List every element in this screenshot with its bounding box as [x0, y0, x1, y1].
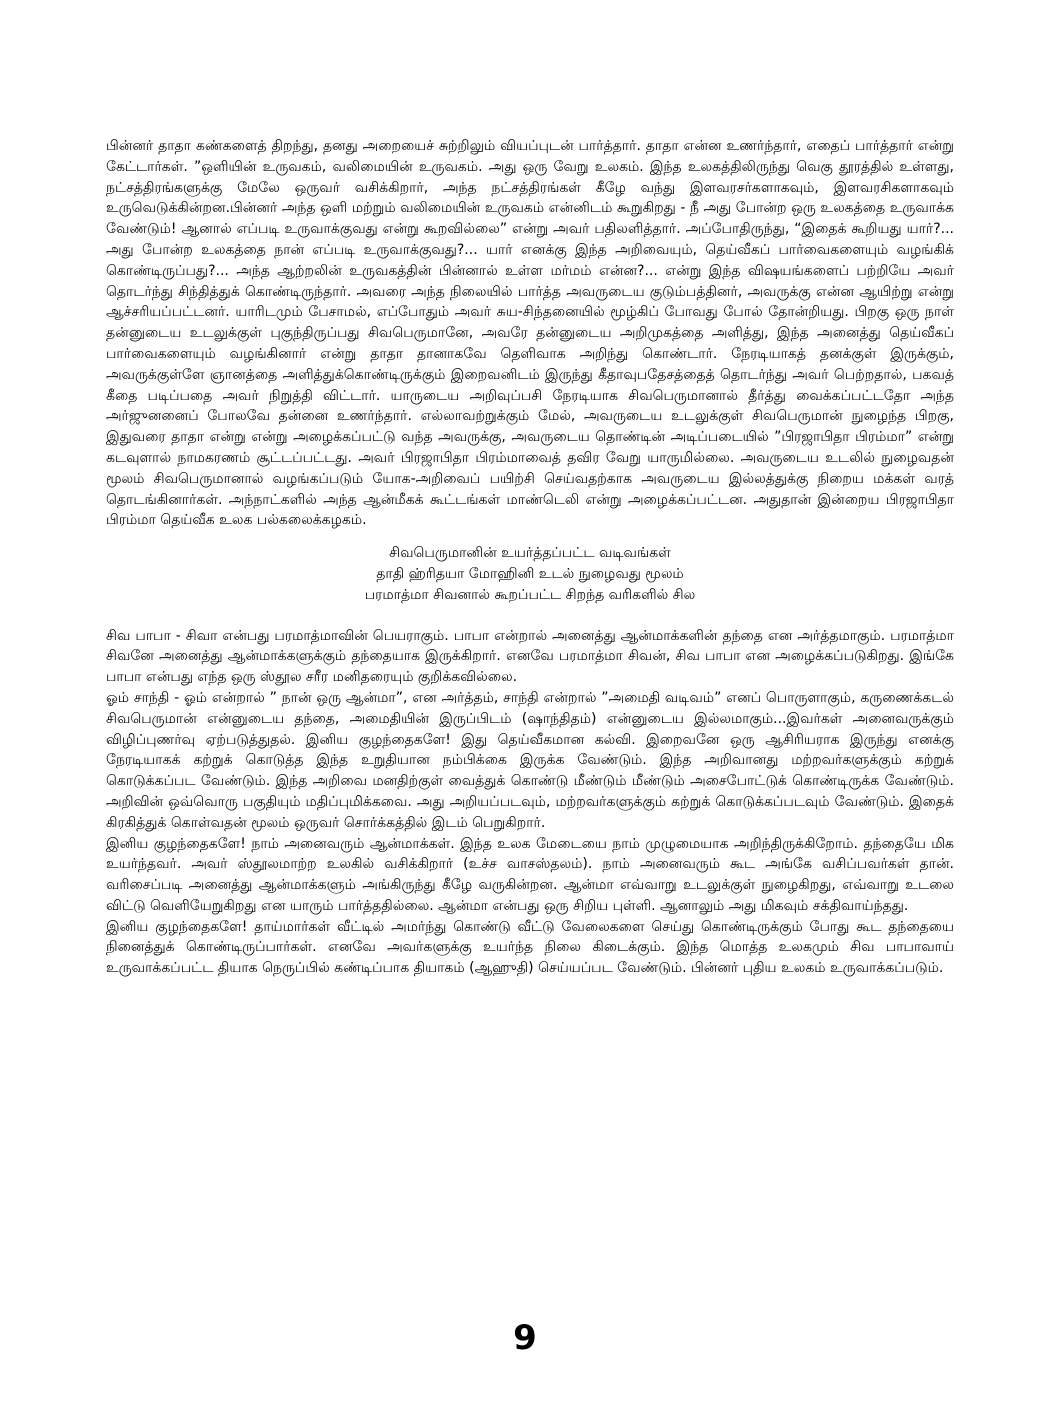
body-paragraph-souls: இனிய குழந்தைகளே! நாம் அனைவரும் ஆன்மாக்கள். இந்த உலக மேடையை நாம் முழுமையாக அறிந்திருக்கிறோம். தந்தையே மிக உயர்ந்தவர். அவர் ஸ்தூலமாற்ற உலகில் வசிக்கிறார் (உச்ச வாசஸ்தலம்). நாம் அனைவரும் கூட அங்கே வசிப்பவர்கள் தான். வரிசைப்படி அனைத்து ஆன்மாக்களும் அங்கிருந்து கீழே வருகின்றன. ஆன்மா எவ்வாறு உடலுக்குள் நுழைகிறது, எவ்வாறு உடலை விட்டு வெளியேறுகிறது என யாரும் பார்த்ததில்லை. ஆன்மா என்பது ஒரு சிறிய புள்ளி. ஆனாலும் அது மிகவும் சக்திவாய்ந்தது. — [106, 835, 954, 914]
section-heading — [106, 543, 954, 605]
page-number: 9 — [513, 1318, 537, 1358]
body-paragraph-mothers: இனிய குழந்தைகளே! தாய்மார்கள் வீட்டில் அமர்ந்து கொண்டு வீட்டு வேலைகளை செய்து கொண்டிருக்கும் போது கூட தந்தையை நினைத்துக் கொண்டிருப்பார்கள். எனவே அவர்களுக்கு உயர்ந்த நிலை கிடைக்கும். இந்த மொத்த உலகமும் சிவ பாபாவாய் உருவாக்கப்பட்ட தியாக நெருப்பில் கண்டிப்பாக தியாகம் (ஆஹுதி) செய்யப்பட வேண்டும். பின்னர் புதிய உலகம் உருவாக்கப்படும். — [106, 918, 954, 977]
body-paragraph-om-shanti: ஓம் சாந்தி - ஓம் என்றால் ” நான் ஒரு ஆன்மா”, என அர்த்தம், சாந்தி என்றால் ”அமைதி வடிவம்” எனப் பொருளாகும், கருணைக்கடல் சிவபெருமான் என்னுடைய தந்தை, அமைதியின் இருப்பிடம் (ஷாந்திதம்) என்னுடைய இல்லமாகும்...இவர்கள் அனைவருக்கும் விழிப்புணர்வு ஏற்படுத்துதல். இனிய குழந்தைகளே! இது தெய்வீகமான கல்வி. இறைவனே ஒரு ஆசிரியராக இருந்து எனக்கு நேரடியாகக் கற்றுக் கொடுத்த இந்த உறுதியான நம்பிக்கை இருக்க வேண்டும். இந்த அறிவானது மற்றவர்களுக்கும் கற்றுக் கொடுக்கப்பட வேண்டும். இந்த அறிவை மனதிற்குள் வைத்துக் கொண்டு மீண்டும் மீண்டும் அசைபோட்டுக் கொண்டிருக்க வேண்டும். அறிவின் ஒவ்வொரு பகுதியும் மதிப்புமிக்கவை. அது அறியப்படவும், மற்றவர்களுக்கும் கற்றுக் கொடுக்கப்படவும் வேண்டும். இதைக் கிரகித்துக் கொள்வதன் மூலம் ஒருவர் சொர்க்கத்தில் இடம் பெறுகிறார். — [106, 689, 955, 831]
section-heading-line-2: தாதி ஹ்ரிதயா மோஹினி உடல் நுழைவது மூலம் — [376, 565, 684, 582]
section-heading-line-3: பரமாத்மா சிவனால் கூறப்பட்ட சிறந்த வரிகளில் சில — [364, 586, 696, 603]
body-paragraph-origin-story: பின்னர் தாதா கண்களைத் திறந்து, தனது அறையைச் சுற்றிலும் வியப்புடன் பார்த்தார். தாதா என்ன உணர்ந்தார், எதைப் பார்த்தார் என்று கேட்டார்கள். ”ஒளியின் உருவகம், வலிமையின் உருவகம். அது ஒரு வேறு உலகம். இந்த உலகத்திலிருந்து வெகு தூரத்தில் உள்ளது, நட்சத்திரங்களுக்கு மேலே ஒருவர் வசிக்கிறார், அந்த நட்சத்திரங்கள் கீழே வந்து இளவரசர்களாகவும், இளவரசிகளாகவும் உருவெடுக்கின்றன.பின்னர் அந்த ஒளி மற்றும் வலிமையின் உருவகம் என்னிடம் கூறுகிறது - நீ அது போன்ற ஒரு உலகத்தை உருவாக்க வேண்டும்! ஆனால் எப்படி உருவாக்குவது என்று கூறவில்லை” என்று அவர் பதிலளித்தார். அப்போதிருந்து, “இதைக் கூறியது யார்?... அது போன்ற உலகத்தை நான் எப்படி உருவாக்குவது?... யார் எனக்கு இந்த அறிவையும், தெய்வீகப் பார்வைகளையும் வழங்கிக் கொண்டிருப்பது?... அந்த ஆற்றலின் உருவகத்தின் பின்னால் உள்ள மர்மம் என்ன?... என்று இந்த விஷயங்களைப் பற்றியே அவர் தொடர்ந்து சிந்தித்துக் கொண்டிருந்தார். அவரை அந்த நிலையில் பார்த்த அவருடைய குடும்பத்தினர், அவருக்கு என்ன ஆயிற்று என்று ஆச்சரியப்பட்டனர். யாரிடமும் பேசாமல், எப்போதும் அவர் சுய-சிந்தனையில் மூழ்கிப் போவது போல் தோன்றியது. பிறகு ஒரு நாள் தன்னுடைய உடலுக்குள் புகுந்திருப்பது சிவபெருமானே, அவரே தன்னுடைய அறிமுகத்தை அளித்து, இந்த அனைத்து தெய்வீகப் பார்வைகளையும் வழங்கினார் என்று தாதா தானாகவே தெளிவாக அறிந்து கொண்டார். நேரடியாகத் தனக்குள் இருக்கும், அவருக்குள்ளே ஞானத்தை அளித்துக்கொண்டிருக்கும் இறைவனிடம் இருந்து கீதாவுபதேசத்தைத் தொடர்ந்து அவர் பெற்றதால், பகவத் கீதை படிப்பதை அவர் நிறுத்தி விட்டார். யாருடைய அறிவுப்பசி நேரடியாக சிவபெருமானால் தீர்த்து வைக்கப்பட்டதோ அந்த அர்ஜுனனைப் போலவே தன்னை உணர்ந்தார். எல்லாவற்றுக்கும் மேல், அவருடைய உடலுக்குள் சிவபெருமான் நுழைந்த பிறகு, இதுவரை தாதா என்று என்று அழைக்கப்பட்டு வந்த அவருக்கு, அவருடைய தொண்டின் அடிப்படையில் ”பிரஜாபிதா பிரம்மா” என்று கடவுளால் நாமகரணம் சூட்டப்பட்டது. அவர் பிரஜாபிதா பிரம்மாவைத் தவிர வேறு யாருமில்லை. அவருடைய உடலில் நுழைவதன் மூலம் சிவபெருமானால் வழங்கப்படும் யோக-அறிவைப் பயிற்சி செய்வதற்காக அவருடைய இல்லத்துக்கு நிறைய மக்கள் வரத் தொடங்கினார்கள். அந்நாட்களில் அந்த ஆன்மீகக் கூட்டங்கள் மாண்டெலி என்று அழைக்கப்பட்டன. அதுதான் இன்றைய பிரஜாபிதா பிரம்மா தெய்வீக உலக பல்கலைக்கழகம். — [106, 138, 954, 529]
body-paragraph-shiv-baba: சிவ பாபா - சிவா என்பது பரமாத்மாவின் பெயராகும். பாபா என்றால் அனைத்து ஆன்மாக்களின் தந்தை என அர்த்தமாகும். பரமாத்மா சிவனே அனைத்து ஆன்மாக்களுக்கும் தந்தையாக இருக்கிறார். எனவே பரமாத்மா சிவன், சிவ பாபா என அழைக்கப்படுகிறது. இங்கே பாபா என்பது எந்த ஒரு ஸ்தூல சரீர மனிதரையும் குறிக்கவில்லை. — [106, 627, 954, 686]
section-heading-line-1: சிவபெருமானின் உயர்த்தப்பட்ட வடிவங்கள் — [389, 545, 671, 562]
page-content — [106, 136, 954, 979]
